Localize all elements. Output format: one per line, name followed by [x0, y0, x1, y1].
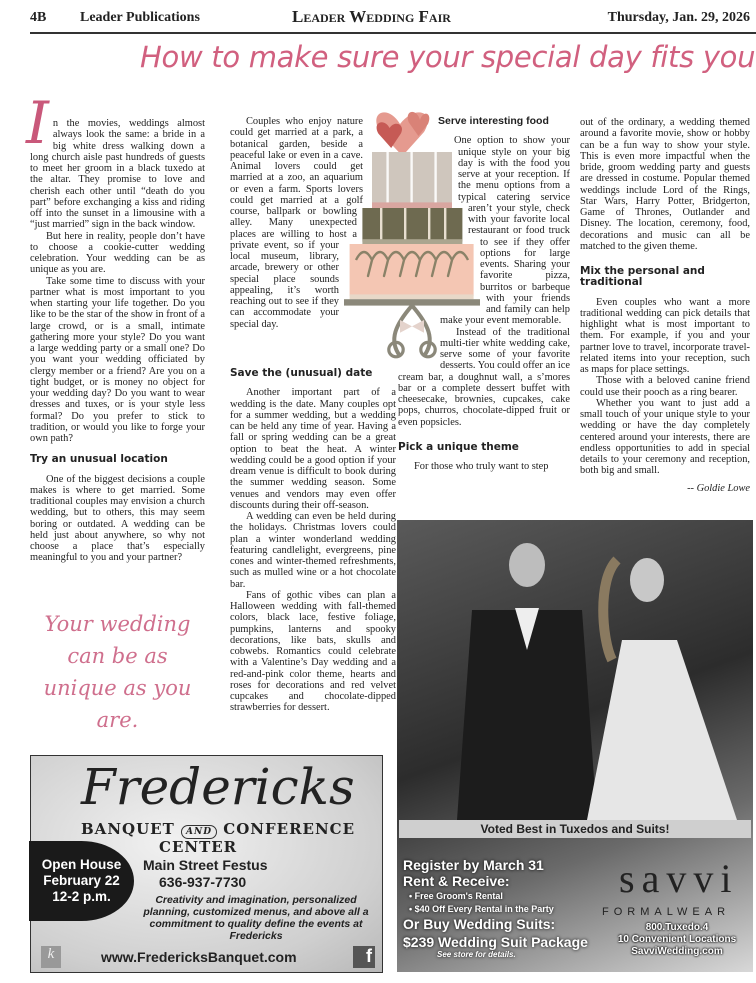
website-link[interactable]: www.FredericksBanquet.com: [101, 949, 297, 965]
register-text: Register by March 31: [403, 857, 544, 873]
subheading: Pick a unique theme: [398, 440, 519, 453]
promo-block: Register by March 31 Rent & Receive: • Free Groom's Rental • $40 Off Every Rental in the Party Or Buy Wedding Suits: $239 Wedding Suit Package See store for details.: [403, 857, 588, 959]
bullet-item: $40 Off Every Rental in the Party: [414, 904, 554, 914]
subheading: Try an unusual location: [30, 453, 168, 466]
cake-plate: [344, 299, 480, 305]
paragraph: Fans of gothic vibes can plan a Halloween wedding with fall-themed colors, black lace, festive foliage, pumpkins, lanterns and spooky decorations, like bats, skulls and cobwebs. Romantics could celebrate with a Valentine’s Day wedding and a red-and-pink color theme, hearts and roses for decorations and red velvet cupcakes and chocolate-dipped strawberries for dessert.: [230, 589, 396, 714]
formalwear-label: FORMALWEAR: [602, 906, 731, 918]
paragraph: Whether you want to just add a small touch of your unique style to your wedding or have the day completely centered around your interests, there are endless opportunities to add in special details to your ceremony and reception, both big and small.: [580, 397, 750, 477]
savvi-logo: savvi: [619, 856, 739, 901]
drop-cap: I: [26, 89, 49, 157]
paragraph: One of the biggest decisions a couple makes is where to get married. Some traditional couples may envision a church wedding, but to others, this may seem boring or outdated. A wedding can be held just about anywhere, so why not choose a place that’s especially meaningful to you and your partner?: [30, 473, 205, 564]
buy-text: Or Buy Wedding Suits:: [403, 916, 556, 932]
voted-best-banner: Voted Best in Tuxedos and Suits!: [399, 820, 751, 838]
page-number: 4B: [30, 10, 47, 25]
phone[interactable]: 636-937-7730: [159, 874, 247, 890]
header-rule: [30, 32, 756, 34]
issue-date: Thursday, Jan. 29, 2026: [607, 10, 750, 25]
paragraph: Those with a beloved canine friend could use their pooch as a ring bearer.: [580, 375, 750, 398]
and-label: AND: [181, 825, 217, 839]
publisher: Leader Publications: [80, 10, 200, 25]
tagline: Creativity and imagination, personalized planning, customized menus, and above all a commitment to quality define the events at Fredericks: [143, 894, 369, 942]
savvi-phone[interactable]: 800.Tuxedo.4: [645, 922, 709, 933]
bullet-item: Free Groom's Rental: [414, 891, 503, 901]
paragraph: But here in reality, people don’t have to choose a cookie-cutter wedding celebration. Your wedding can be as unique as you are.: [30, 230, 205, 276]
conference-label: CONFERENCE: [223, 820, 356, 838]
k-logo-icon: k: [41, 946, 61, 968]
paragraph: Take some time to discuss with your partner what is most important to you when starting your life together. Do you like to be the star of the show in front of a large crowd, or is a small, intimate gathering more your style? Do you want a large wedding party or a small one? Do you want your wedding officiated by clergy member or a friend? Are you on a tight budget, or is money no object for your wedding day? Do you want to wear dresses and tuxes, or is your style less formal? Do you prefer to stick to tradition, or would you like to forge your own path?: [30, 275, 205, 444]
paragraph: A wedding can even be held during the holidays. Christmas lovers could plan a winter wonderland wedding featuring candlelight, evergreens, pine cones and winter-themed refreshments, such as mulled wine or a hot chocolate bar.: [230, 511, 396, 590]
paragraph: One option to show your unique style on your big day is with the food you serve at your reception. If the menu options from a typical catering service aren’t your style, check with your favorite local restaurant or food truck to see if they offer options for large events. Sharing your favorite pizza, burritos or barbeque with your friends and family can help make your event memorable.: [440, 135, 570, 327]
center-label: CENTER: [159, 838, 238, 856]
fredericks-banquet-ad[interactable]: [30, 755, 383, 973]
section-title: Leader Wedding Fair: [292, 7, 451, 26]
location: Main Street Festus: [143, 857, 268, 873]
paragraph: n the movies, weddings almost always look the same: a bride in a big white dress walking down a long church aisle past hundreds of guests to meet her groom in a black tuxedo at the altar. They promise to love and cherish each other until “death do you part” before exchanging a kiss and riding off into the sunset in a limousine with a “just married” sign in the back window.: [30, 118, 205, 231]
rent-text: Rent & Receive:: [403, 873, 510, 889]
subheading: Mix the personal and traditional: [580, 265, 705, 289]
package-text: $239 Wedding Suit Package: [403, 934, 588, 950]
paragraph: For those who truly want to step: [414, 461, 549, 472]
cake-stand: [394, 306, 430, 356]
headline: How to make sure your special day fits you: [140, 40, 756, 74]
savvi-formalwear-ad[interactable]: [397, 520, 753, 972]
open-house-badge: Open House February 22 12-2 p.m.: [29, 841, 134, 921]
details-text: See store for details.: [437, 950, 516, 959]
contact-block: [602, 922, 752, 958]
paragraph: Even couples who want a more traditional wedding can pick details that highlight what is most important to them. For example, if you and your partner love to travel, incorporate travel-related items into your reception, such as maps for place settings.: [580, 296, 750, 375]
article-column-4: [580, 117, 750, 494]
bow-icon: [400, 320, 424, 333]
wedding-cake-illustration: [340, 100, 484, 364]
banquet-label: BANQUET: [81, 820, 175, 838]
byline: -- Goldie Lowe: [687, 482, 750, 494]
fredericks-logo: Fredericks: [81, 758, 355, 816]
pull-quote: Your wedding can be as unique as you are.: [43, 612, 192, 732]
article-column-1: [26, 89, 205, 564]
wedding-couple-photo: [397, 520, 753, 820]
subheading: Save the (unusual) date: [230, 367, 373, 379]
cake-middle-tier: [362, 208, 462, 242]
facebook-icon[interactable]: f: [353, 946, 375, 968]
locations-text: 10 Convenient Locations: [617, 934, 737, 945]
paragraph: Another important part of a wedding is the date. Many couples opt for a summer wedding, but a wedding can be held any time of year. Having a fall or spring wedding can be a great option to beat the heat. A winter wedding could be a good option if your dream venue is difficult to book during the summer wedding season. Some venues and vendors may even offer discounts during their off-season.: [230, 387, 396, 511]
paragraph: out of the ordinary, a wedding themed around a favorite movie, show or hobby can be a fun way to show your style. This is even more impactful when the bride, groom wedding party and guests are dressed in costume. Popular themed weddings include Lord of the Rings, Star Wars, Harry Potter, Bridgerton, Game of Thrones, Outlander and Disney. The location, ceremony, food, decorations and music can all be matched to the given theme.: [580, 117, 750, 252]
paragraph: Couples who enjoy nature could get married at a park, a botanical garden, beside a peaceful lake or even in a cave. Animal lovers could get married at a zoo, an aquarium or even a farm. Sports lovers could get married at a golf course, ballpark or bowling alley. Many unexpected places are willing to host a private event, so if your local museum, library, arcade, brewery or other special place sounds appealing, it’s worth reaching out to see if they can accommodate your special day.: [230, 116, 363, 330]
subheading: Serve interesting food: [438, 115, 549, 127]
savvi-website-link[interactable]: SavviWedding.com: [631, 946, 723, 957]
paragraph: Instead of the traditional multi-tier white wedding cake, serve some of your favorite desserts. You could offer an ice cream bar, a doughnut wall, a s’mores bar or a complete dessert buffet with cheesecake, brownies, cupcakes, cake pops, churros, chocolate-dipped fruit or even popsicles.: [398, 326, 570, 428]
